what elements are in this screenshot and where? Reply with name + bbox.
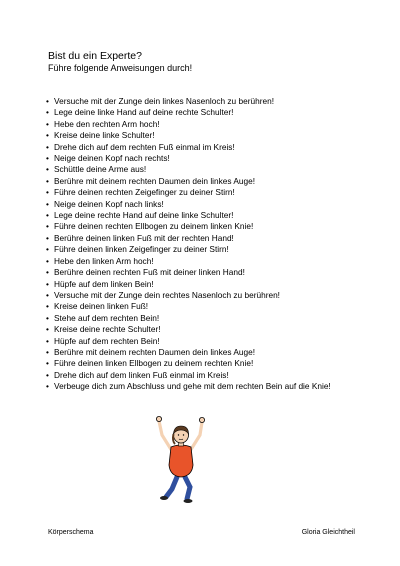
bullet-icon: • bbox=[46, 221, 49, 232]
instruction-item bbox=[46, 279, 366, 290]
instruction-item bbox=[46, 176, 366, 187]
instruction-text: Berühre deinen linken Fuß mit der rechten Hand! bbox=[54, 232, 234, 243]
instruction-item bbox=[46, 221, 366, 232]
instruction-item bbox=[46, 96, 366, 107]
instruction-text: Lege deine rechte Hand auf deine linke Schulter! bbox=[54, 210, 234, 221]
bullet-icon: • bbox=[46, 153, 49, 164]
instruction-list bbox=[46, 96, 366, 393]
left-leg bbox=[166, 477, 177, 497]
instruction-item bbox=[46, 164, 366, 175]
bullet-icon: • bbox=[46, 96, 49, 106]
bullet-icon: • bbox=[46, 312, 49, 323]
instruction-text: Führe deinen rechten Ellbogen zu deinem linken Knie! bbox=[54, 221, 254, 232]
bullet-icon: • bbox=[46, 289, 49, 300]
instruction-text: Schüttle deine Arme aus! bbox=[54, 164, 147, 175]
bullet-icon: • bbox=[46, 358, 49, 369]
bullet-icon: • bbox=[46, 130, 49, 141]
instruction-item bbox=[46, 267, 366, 278]
bullet-icon: • bbox=[46, 164, 49, 175]
bullet-icon: • bbox=[46, 267, 49, 278]
instruction-text: Berühre mit deinem rechten Daumen dein linkes Auge! bbox=[54, 346, 256, 357]
instruction-item bbox=[46, 233, 366, 244]
instruction-text: Drehe dich auf dem linken Fuß einmal im Kreis! bbox=[54, 369, 229, 380]
instruction-item bbox=[46, 336, 366, 347]
instruction-text: Verbeuge dich zum Abschluss und gehe mit dem rechten Bein auf die Knie! bbox=[54, 381, 331, 392]
instruction-text: Führe deinen rechten Zeigefinger zu deiner Stirn! bbox=[54, 187, 235, 198]
instruction-text: Hüpfe auf dem linken Bein! bbox=[54, 278, 154, 289]
instruction-text: Berühre mit deinem rechten Daumen dein linkes Auge! bbox=[54, 175, 256, 186]
instruction-text: Drehe dich auf dem rechten Fuß einmal im Kreis! bbox=[54, 141, 235, 152]
instruction-item bbox=[46, 301, 366, 312]
right-leg bbox=[185, 477, 190, 499]
instruction-text: Führe deinen linken Ellbogen zu deinem rechten Knie! bbox=[54, 358, 254, 369]
instruction-text: Berühre deinen rechten Fuß mit deiner linken Hand! bbox=[54, 267, 245, 278]
bullet-icon: • bbox=[46, 141, 49, 152]
instruction-item bbox=[46, 256, 366, 267]
instruction-item bbox=[46, 358, 366, 369]
instruction-item bbox=[46, 187, 366, 198]
page-subtitle: Führe folgende Anweisungen durch! bbox=[48, 63, 193, 73]
instruction-item bbox=[46, 107, 366, 118]
instruction-item bbox=[46, 210, 366, 221]
shirt bbox=[169, 445, 193, 477]
instruction-item bbox=[46, 119, 366, 130]
instruction-text: Versuche mit der Zunge dein rechtes Nasenloch zu berühren! bbox=[54, 289, 280, 300]
right-arm bbox=[190, 422, 202, 451]
bullet-icon: • bbox=[46, 335, 49, 346]
instruction-text: Hebe den rechten Arm hoch! bbox=[54, 118, 160, 129]
bullet-icon: • bbox=[46, 346, 49, 357]
instruction-text: Kreise deine linke Schulter! bbox=[54, 130, 155, 141]
instruction-text: Führe deinen linken Zeigefinger zu deiner Stirn! bbox=[54, 244, 229, 255]
bullet-icon: • bbox=[46, 118, 49, 129]
instruction-text: Neige deinen Kopf nach rechts! bbox=[54, 153, 170, 164]
right-shoe bbox=[184, 499, 193, 503]
bullet-icon: • bbox=[46, 324, 49, 335]
bullet-icon: • bbox=[46, 175, 49, 186]
instruction-text: Hebe den linken Arm hoch! bbox=[54, 255, 154, 266]
bullet-icon: • bbox=[46, 244, 49, 255]
instruction-item bbox=[46, 347, 366, 358]
child-figure-illustration bbox=[150, 413, 212, 505]
instruction-text: Lege deine linke Hand auf deine rechte Schulter! bbox=[54, 107, 234, 118]
instruction-item bbox=[46, 381, 366, 392]
instruction-item bbox=[46, 313, 366, 324]
instruction-text: Versuche mit der Zunge dein linkes Nasenloch zu berühren! bbox=[54, 96, 274, 106]
bullet-icon: • bbox=[46, 301, 49, 312]
bullet-icon: • bbox=[46, 369, 49, 380]
instruction-text: Stehe auf dem rechten Bein! bbox=[54, 312, 160, 323]
bullet-icon: • bbox=[46, 187, 49, 198]
page-title: Bist du ein Experte? bbox=[48, 50, 142, 62]
instruction-item bbox=[46, 244, 366, 255]
instruction-text: Hüpfe auf dem rechten Bein! bbox=[54, 335, 160, 346]
instruction-item bbox=[46, 130, 366, 141]
bullet-icon: • bbox=[46, 278, 49, 289]
instruction-item bbox=[46, 324, 366, 335]
instruction-item bbox=[46, 153, 366, 164]
instruction-text: Kreise deine rechte Schulter! bbox=[54, 324, 161, 335]
instruction-item bbox=[46, 199, 366, 210]
instruction-item bbox=[46, 370, 366, 381]
instruction-text: Kreise deinen linken Fuß! bbox=[54, 301, 149, 312]
bullet-icon: • bbox=[46, 107, 49, 118]
footer-author: Gloria Gleichtheil bbox=[301, 529, 355, 536]
left-arm bbox=[159, 421, 172, 451]
bullet-icon: • bbox=[46, 198, 49, 209]
bullet-icon: • bbox=[46, 232, 49, 243]
footer-topic: Körperschema bbox=[48, 529, 94, 536]
bullet-icon: • bbox=[46, 255, 49, 266]
right-hand bbox=[199, 417, 204, 422]
left-hand bbox=[156, 416, 161, 421]
instruction-item bbox=[46, 290, 366, 301]
left-shoe bbox=[160, 496, 168, 500]
bullet-icon: • bbox=[46, 381, 49, 392]
bullet-icon: • bbox=[46, 210, 49, 221]
instruction-text: Neige deinen Kopf nach links! bbox=[54, 198, 164, 209]
instruction-item bbox=[46, 142, 366, 153]
